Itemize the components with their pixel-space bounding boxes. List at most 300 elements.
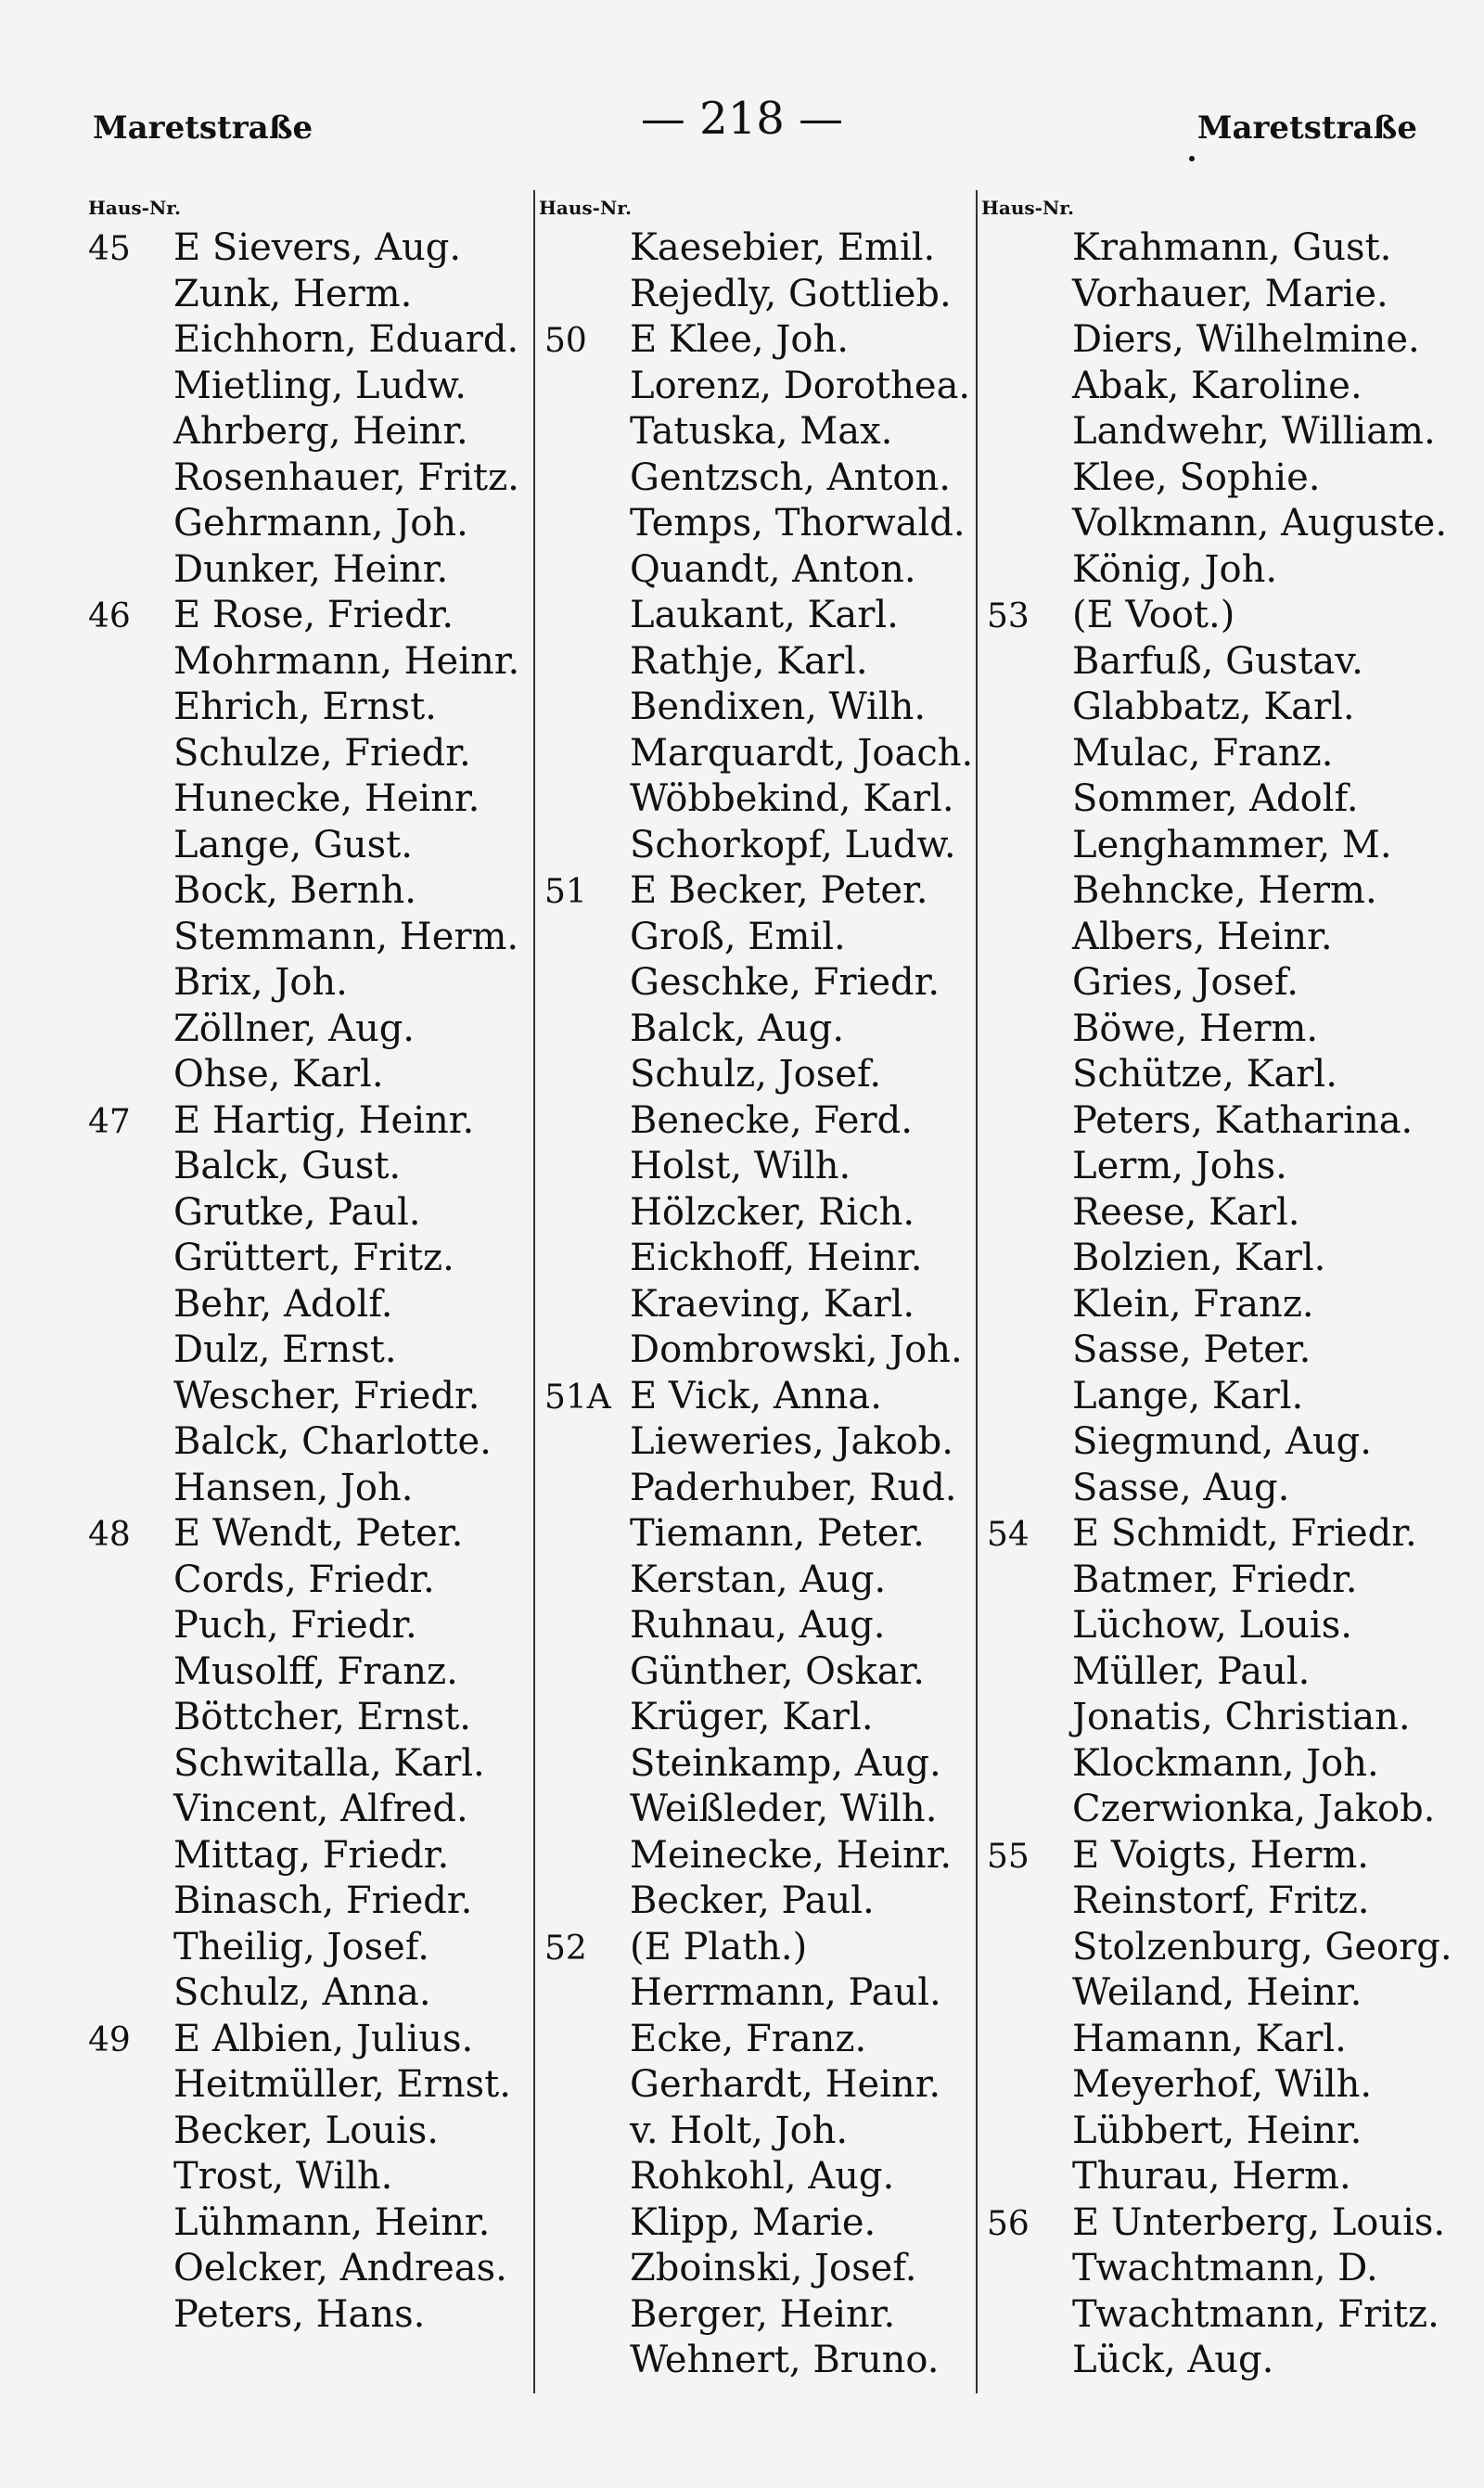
directory-entry: [978, 1511, 1417, 1558]
directory-entry: [88, 1007, 515, 1053]
resident-name: Groß, Emil.: [630, 915, 846, 958]
directory-entry: [88, 317, 519, 364]
resident-name: (E Plath.): [630, 1925, 808, 1969]
directory-entry: [978, 915, 1404, 961]
resident-name: E Wendt, Peter.: [173, 1512, 464, 1555]
resident-name: Zunk, Herm.: [173, 272, 413, 315]
resident-name: Lübbert, Heinr.: [1072, 2109, 1362, 2152]
directory-entry: [88, 1970, 515, 2017]
directory-entry: [88, 776, 515, 823]
resident-name: Jonatis, Christian.: [1072, 1696, 1411, 1738]
resident-name: E Hartig, Heinr.: [173, 1098, 475, 1142]
resident-name: Weiland, Heinr.: [1072, 1971, 1362, 2014]
resident-name: Vincent, Alfred.: [173, 1788, 468, 1830]
resident-name: Tiemann, Peter.: [630, 1512, 925, 1555]
resident-name: Gerhardt, Heinr.: [630, 2063, 941, 2106]
directory-entry: [978, 593, 1404, 639]
column-1: [88, 190, 520, 2338]
directory-entry: [978, 1374, 1404, 1420]
resident-name: Landwehr, William.: [1072, 410, 1436, 453]
resident-name: Lange, Gust.: [173, 823, 413, 866]
directory-entry: [535, 960, 962, 1007]
resident-name: Hölzcker, Rich.: [630, 1190, 915, 1234]
directory-entry: [535, 409, 962, 455]
directory-entry: [535, 364, 971, 410]
directory-entry: [535, 2246, 962, 2292]
directory-entry: [978, 272, 1404, 318]
resident-name: Czerwionka, Jakob.: [1072, 1788, 1436, 1830]
resident-name: Lorenz, Dorothea.: [630, 364, 971, 407]
resident-name: E Voigts, Herm.: [1072, 1833, 1369, 1877]
resident-name: Lenghammer, M.: [1072, 823, 1392, 866]
directory-entry: [535, 731, 974, 777]
directory-entry: [88, 409, 515, 455]
resident-name: Lück, Aug.: [1072, 2339, 1274, 2381]
directory-entry: [88, 1558, 515, 1604]
resident-name: Rohkohl, Aug.: [630, 2155, 895, 2198]
resident-name: Stemmann, Herm.: [173, 915, 519, 958]
directory-entry: [88, 639, 520, 686]
directory-entry: [88, 823, 515, 869]
resident-name: (E Voot.): [1072, 594, 1235, 636]
directory-entry: [978, 1695, 1411, 1741]
resident-name: Bock, Bernh.: [173, 869, 416, 912]
resident-name: Grüttert, Fritz.: [173, 1237, 454, 1279]
resident-name: Böwe, Herm.: [1072, 1007, 1319, 1050]
directory-entry: [88, 272, 515, 318]
resident-name: Eichhorn, Eduard.: [173, 318, 519, 361]
directory-entry: [88, 1695, 515, 1741]
directory-entry: [88, 1052, 515, 1098]
resident-name: König, Joh.: [1072, 547, 1278, 591]
resident-name: Binasch, Friedr.: [173, 1879, 473, 1922]
column-3: [976, 190, 1452, 2393]
directory-entry: [88, 1787, 515, 1833]
resident-name: Batmer, Friedr.: [1072, 1558, 1358, 1601]
directory-entry: [978, 1190, 1404, 1237]
directory-entry: [88, 2246, 515, 2292]
directory-entry: [88, 1649, 515, 1696]
directory-entry: [978, 1327, 1404, 1374]
directory-entry: [535, 685, 962, 731]
resident-name: Schulze, Friedr.: [173, 731, 471, 775]
directory-entry: [535, 1925, 962, 1971]
directory-entry: [978, 1144, 1404, 1190]
resident-name: Stolzenburg, Georg.: [1072, 1925, 1452, 1969]
resident-name: Peters, Katharina.: [1072, 1098, 1414, 1142]
resident-name: Balck, Aug.: [630, 1007, 845, 1050]
resident-name: Holst, Wilh.: [630, 1145, 851, 1187]
resident-name: Kerstan, Aug.: [630, 1558, 887, 1601]
directory-entry: [88, 1282, 515, 1328]
directory-entry: [978, 2154, 1404, 2200]
directory-entry: [978, 2338, 1404, 2384]
directory-entry: [535, 1695, 962, 1741]
column-label: Haus-Nr.: [981, 197, 1074, 219]
directory-entry: [978, 547, 1404, 594]
directory-entry: [535, 272, 962, 318]
resident-name: Weißleder, Wilh.: [630, 1788, 938, 1830]
directory-entry: [88, 868, 515, 915]
resident-name: E Rose, Friedr.: [173, 594, 454, 636]
directory-entry: [88, 2154, 515, 2200]
resident-name: Schulz, Anna.: [173, 1971, 431, 2014]
directory-entry: [88, 1603, 515, 1649]
directory-entry: [88, 501, 515, 547]
house-number: 54: [987, 1516, 1030, 1554]
directory-entry: [978, 960, 1404, 1007]
resident-name: Temps, Thorwald.: [630, 502, 966, 545]
directory-entry: [535, 1511, 962, 1558]
resident-name: Thurau, Herm.: [1072, 2155, 1351, 2198]
resident-name: Schütze, Karl.: [1072, 1053, 1337, 1096]
resident-name: Brix, Joh.: [173, 961, 348, 1004]
directory-entry: [535, 317, 962, 364]
resident-name: v. Holt, Joh.: [630, 2109, 849, 2152]
resident-name: Siegmund, Aug.: [1072, 1420, 1372, 1463]
house-number: 53: [987, 597, 1030, 635]
resident-name: Becker, Louis.: [173, 2109, 439, 2152]
directory-entry: [535, 915, 962, 961]
directory-entry: [88, 1925, 515, 1971]
directory-entry: [535, 2338, 962, 2384]
resident-name: Albers, Heinr.: [1072, 915, 1333, 958]
directory-entry: [978, 776, 1404, 823]
resident-name: Bendixen, Wilh.: [630, 686, 927, 728]
resident-name: E Schmidt, Friedr.: [1072, 1512, 1417, 1555]
resident-name: Kraeving, Karl.: [630, 1282, 915, 1326]
resident-name: Mulac, Franz.: [1072, 731, 1334, 775]
house-number: 46: [88, 597, 131, 635]
resident-name: Barfuß, Gustav.: [1072, 639, 1363, 683]
resident-name: Oelcker, Andreas.: [173, 2247, 507, 2289]
resident-name: E Sievers, Aug.: [173, 226, 462, 269]
directory-entry: [535, 1970, 962, 2017]
directory-entry: [88, 1098, 515, 1145]
resident-name: Krahmann, Gust.: [1072, 226, 1392, 269]
directory-entry: [535, 1236, 962, 1282]
directory-entry: [978, 1466, 1404, 1512]
resident-name: Reese, Karl.: [1072, 1190, 1300, 1234]
house-number: 50: [544, 322, 587, 360]
directory-entry: [88, 2292, 515, 2339]
resident-name: E Unterberg, Louis.: [1072, 2200, 1446, 2244]
directory-entry: [88, 1741, 515, 1788]
house-number: 56: [987, 2204, 1030, 2243]
directory-entry: [978, 2017, 1404, 2063]
resident-name: Kaesebier, Emil.: [630, 226, 936, 269]
directory-entry: [978, 1419, 1404, 1466]
page-number-text: — 218 —: [640, 93, 844, 145]
directory-entry: [535, 1098, 962, 1145]
resident-name: Berger, Heinr.: [630, 2292, 896, 2336]
directory-entry: [88, 960, 515, 1007]
resident-name: Vorhauer, Marie.: [1072, 272, 1388, 315]
resident-name: Balck, Charlotte.: [173, 1420, 492, 1463]
directory-entry: [978, 1879, 1404, 1925]
directory-entry: [535, 547, 962, 594]
resident-name: Ruhnau, Aug.: [630, 1604, 886, 1647]
directory-entry: [978, 731, 1404, 777]
resident-name: E Klee, Joh.: [630, 318, 849, 361]
resident-name: Gentzsch, Anton.: [630, 455, 951, 499]
directory-entry: [535, 1144, 962, 1190]
resident-name: Heitmüller, Ernst.: [173, 2063, 511, 2106]
resident-name: Glabbatz, Karl.: [1072, 686, 1355, 728]
directory-entry: [535, 2017, 962, 2063]
resident-name: Musolff, Franz.: [173, 1649, 458, 1693]
resident-name: Twachtmann, D.: [1072, 2247, 1378, 2289]
resident-name: Diers, Wilhelmine.: [1072, 318, 1420, 361]
resident-name: Behr, Adolf.: [173, 1282, 393, 1326]
house-number: 52: [544, 1929, 587, 1968]
resident-name: Dulz, Ernst.: [173, 1328, 397, 1371]
resident-name: Laukant, Karl.: [630, 594, 899, 636]
directory-entry: [978, 1833, 1404, 1879]
directory-entry: [88, 731, 515, 777]
resident-name: Gries, Josef.: [1072, 961, 1298, 1004]
resident-name: Meyerhof, Wilh.: [1072, 2063, 1373, 2106]
resident-name: Mittag, Friedr.: [173, 1833, 450, 1877]
directory-entry: [88, 1511, 515, 1558]
resident-name: Ecke, Franz.: [630, 2017, 867, 2060]
resident-name: Puch, Friedr.: [173, 1604, 417, 1647]
directory-entry: [978, 1970, 1404, 2017]
directory-entry: [535, 2062, 962, 2109]
resident-name: Klein, Franz.: [1072, 1282, 1314, 1326]
directory-entry: [978, 501, 1448, 547]
directory-entry: [978, 868, 1404, 915]
directory-entry: [535, 639, 962, 686]
resident-name: Tatuska, Max.: [630, 410, 893, 453]
resident-name: Ehrich, Ernst.: [173, 686, 437, 728]
resident-name: Abak, Karoline.: [1072, 364, 1362, 407]
directory-entry: [978, 2062, 1404, 2109]
resident-name: Hunecke, Heinr.: [173, 777, 480, 820]
resident-name: Krüger, Karl.: [630, 1696, 874, 1738]
directory-entry: [88, 593, 515, 639]
directory-entry: [535, 1741, 962, 1788]
resident-name: Rosenhauer, Fritz.: [173, 455, 519, 499]
resident-name: Dunker, Heinr.: [173, 547, 449, 591]
house-number: 49: [88, 2020, 131, 2059]
header-street-right: Maretstraße: [1196, 109, 1417, 147]
directory-entry: [535, 1558, 962, 1604]
directory-entry: [978, 1925, 1452, 1971]
directory-entry: [978, 2246, 1404, 2292]
resident-name: Klockmann, Joh.: [1072, 1741, 1379, 1785]
resident-name: Volkmann, Auguste.: [1072, 502, 1448, 545]
resident-name: E Albien, Julius.: [173, 2017, 474, 2060]
resident-name: Zöllner, Aug.: [173, 1007, 416, 1050]
directory-entry: [535, 2154, 962, 2200]
directory-entry: [535, 1282, 962, 1328]
resident-name: Cords, Friedr.: [173, 1558, 435, 1601]
resident-name: Rathje, Karl.: [630, 639, 868, 683]
directory-entry: [978, 409, 1436, 455]
directory-entry: [978, 1603, 1404, 1649]
resident-name: Quandt, Anton.: [630, 547, 916, 591]
column-label: Haus-Nr.: [88, 197, 181, 219]
directory-entry: [978, 364, 1404, 410]
directory-entry: [535, 2292, 962, 2339]
directory-entry: [535, 1374, 962, 1420]
directory-entry: [978, 1007, 1404, 1053]
resident-name: Sommer, Adolf.: [1072, 777, 1359, 820]
directory-entry: [88, 1879, 515, 1925]
directory-entry: [535, 1787, 962, 1833]
resident-name: E Becker, Peter.: [630, 869, 928, 912]
directory-entry: [88, 225, 515, 272]
resident-name: Bolzien, Karl.: [1072, 1237, 1326, 1279]
resident-name: Schorkopf, Ludw.: [630, 823, 956, 866]
resident-name: Wehnert, Bruno.: [630, 2339, 940, 2381]
resident-name: Schwitalla, Karl.: [173, 1741, 485, 1785]
resident-name: Lange, Karl.: [1072, 1374, 1304, 1417]
directory-entry: [88, 2109, 515, 2155]
directory-entry: [535, 1419, 962, 1466]
house-number: 45: [88, 230, 131, 268]
resident-name: Trost, Wilh.: [173, 2155, 393, 2198]
directory-entry: [535, 2109, 962, 2155]
directory-entry: [535, 776, 962, 823]
directory-entry: [88, 364, 515, 410]
directory-entry: [535, 1649, 962, 1696]
resident-name: Rejedly, Gottlieb.: [630, 272, 952, 315]
directory-entry: [88, 685, 515, 731]
resident-name: Zboinski, Josef.: [630, 2247, 917, 2289]
resident-name: Schulz, Josef.: [630, 1053, 882, 1096]
resident-name: Hamann, Karl.: [1072, 2017, 1347, 2060]
directory-entry: [88, 2200, 515, 2247]
directory-entry: [535, 868, 962, 915]
resident-name: Wescher, Friedr.: [173, 1374, 480, 1417]
directory-entry: [978, 639, 1404, 686]
resident-name: Meinecke, Heinr.: [630, 1833, 953, 1877]
directory-entry: [88, 1374, 515, 1420]
directory-entry: [978, 1741, 1404, 1788]
directory-entry: [978, 2200, 1446, 2247]
directory-entry: [535, 823, 962, 869]
directory-entry: [978, 685, 1404, 731]
house-number: 48: [88, 1516, 131, 1554]
directory-entry: [535, 1466, 962, 1512]
directory-entry: [978, 1052, 1404, 1098]
house-number: 51: [544, 873, 587, 911]
resident-name: Mohrmann, Heinr.: [173, 639, 520, 683]
directory-entry: [978, 1282, 1404, 1328]
resident-name: Böttcher, Ernst.: [173, 1696, 472, 1738]
directory-entry: [88, 1419, 515, 1466]
directory-entry: [88, 455, 519, 502]
directory-entry: [535, 1879, 962, 1925]
resident-name: Twachtmann, Fritz.: [1072, 2292, 1439, 2336]
resident-name: Sasse, Aug.: [1072, 1466, 1290, 1509]
resident-name: Klee, Sophie.: [1072, 455, 1321, 499]
print-speck: [1189, 156, 1195, 161]
directory-entry: [978, 1558, 1404, 1604]
directory-entry: [88, 2017, 515, 2063]
resident-name: Hansen, Joh.: [173, 1466, 414, 1509]
resident-name: Grutke, Paul.: [173, 1190, 421, 1234]
resident-name: Paderhuber, Rud.: [630, 1466, 957, 1509]
resident-name: Günther, Oskar.: [630, 1649, 925, 1693]
resident-name: Steinkamp, Aug.: [630, 1741, 941, 1785]
column-2: [533, 190, 974, 2393]
resident-name: E Vick, Anna.: [630, 1374, 882, 1417]
resident-name: Lüchow, Louis.: [1072, 1604, 1352, 1647]
directory-entry: [88, 1144, 515, 1190]
directory-entry: [535, 1007, 962, 1053]
column-label: Haus-Nr.: [539, 197, 632, 219]
resident-name: Behncke, Herm.: [1072, 869, 1377, 912]
directory-entry: [978, 1098, 1414, 1145]
directory-entry: [88, 1466, 515, 1512]
directory-entry: [88, 915, 519, 961]
directory-entry: [88, 1236, 515, 1282]
resident-name: Wöbbekind, Karl.: [630, 777, 954, 820]
directory-entry: [535, 1603, 962, 1649]
resident-name: Becker, Paul.: [630, 1879, 875, 1922]
directory-entry: [88, 2062, 515, 2109]
directory-entry: [978, 823, 1404, 869]
resident-name: Benecke, Ferd.: [630, 1098, 913, 1142]
directory-entry: [88, 1190, 515, 1237]
resident-name: Herrmann, Paul.: [630, 1971, 941, 2014]
resident-name: Dombrowski, Joh.: [630, 1328, 963, 1371]
resident-name: Marquardt, Joach.: [630, 731, 974, 775]
directory-entry: [535, 1833, 962, 1879]
directory-entry: [535, 1190, 962, 1237]
resident-name: Theilig, Josef.: [173, 1925, 429, 1969]
resident-name: Gehrmann, Joh.: [173, 502, 468, 545]
directory-entry: [978, 1236, 1404, 1282]
resident-name: Peters, Hans.: [173, 2292, 426, 2336]
directory-entry: [88, 1833, 515, 1879]
directory-entry: [978, 2109, 1404, 2155]
directory-entry: [978, 1787, 1436, 1833]
resident-name: Geschke, Friedr.: [630, 961, 940, 1004]
directory-entry: [88, 1327, 515, 1374]
resident-name: Ohse, Karl.: [173, 1053, 384, 1096]
directory-entry: [88, 547, 515, 594]
resident-name: Sasse, Peter.: [1072, 1328, 1311, 1371]
resident-name: Lühmann, Heinr.: [173, 2200, 491, 2244]
house-number: 55: [987, 1837, 1030, 1876]
directory-entry: [535, 455, 962, 502]
resident-name: Balck, Gust.: [173, 1145, 402, 1187]
resident-name: Mietling, Ludw.: [173, 364, 467, 407]
directory-entry: [535, 501, 966, 547]
directory-entry: [978, 225, 1404, 272]
resident-name: Lerm, Johs.: [1072, 1145, 1287, 1187]
house-number: 51A: [544, 1378, 611, 1417]
directory-entry: [535, 1052, 962, 1098]
header-street-left: Maretstraße: [93, 109, 313, 147]
directory-entry: [978, 317, 1420, 364]
directory-entry: [978, 2292, 1439, 2339]
directory-entry: [535, 2200, 962, 2247]
directory-entry: [978, 1649, 1404, 1696]
directory-entry: [535, 593, 962, 639]
house-number: 47: [88, 1102, 131, 1141]
resident-name: Müller, Paul.: [1072, 1649, 1311, 1693]
resident-name: Ahrberg, Heinr.: [173, 410, 468, 453]
directory-entry: [978, 455, 1404, 502]
directory-entry: [535, 1327, 962, 1374]
resident-name: Reinstorf, Fritz.: [1072, 1879, 1370, 1922]
resident-name: Eickhoff, Heinr.: [630, 1237, 923, 1279]
